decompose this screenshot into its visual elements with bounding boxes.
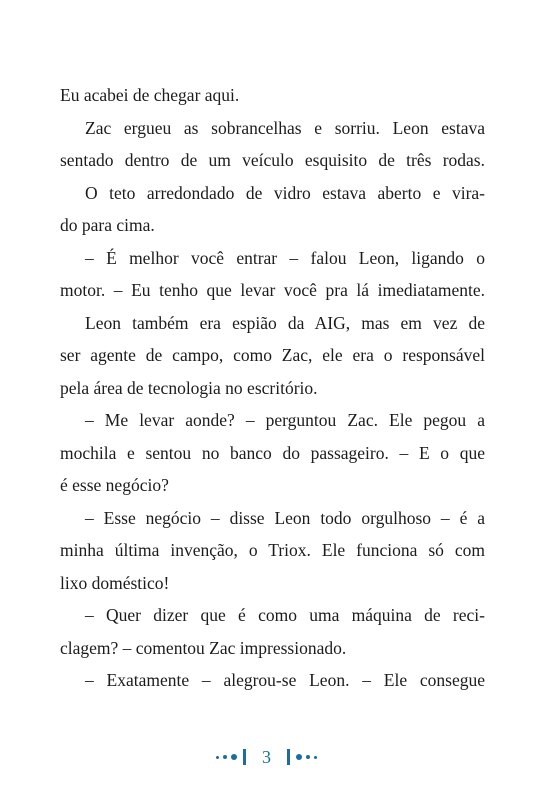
text-line: O teto arredondado de vidro estava aberto e vira- [85, 182, 485, 203]
text-line: minha última invenção, o Triox. Ele funciona só com [60, 540, 485, 560]
page-footer [0, 742, 533, 772]
page-body-text [60, 79, 485, 697]
ornament-dot [231, 754, 237, 760]
text-line: – Exatamente – alegrou-se Leon. – Ele consegue [85, 670, 485, 690]
right-dots-ornament [296, 754, 317, 760]
text-line: Zac ergueu as sobrancelhas e sorriu. Leon estava [85, 117, 485, 138]
text-line: mochila e sentou no banco do passageiro. – E o que [60, 442, 485, 463]
ornament-dot [296, 754, 302, 760]
text-line: do para cima. [60, 215, 155, 235]
text-line: – Me levar aonde? – perguntou Zac. Ele pegou a [85, 410, 485, 430]
ornament-dot [314, 756, 317, 759]
text-line: ser agente de campo, como Zac, ele era o responsável [60, 345, 485, 365]
text-line: Eu acabei de chegar aqui. [60, 85, 240, 105]
text-line: sentado dentro de um veículo esquisito de três rodas. [60, 150, 485, 170]
text-line: lixo doméstico! [60, 572, 170, 593]
left-bar-ornament [243, 749, 246, 765]
text-line: clagem? – comentou Zac impressionado. [60, 637, 347, 658]
text-line: pela área de tecnologia no escritório. [60, 377, 318, 398]
ornament-dot [216, 756, 219, 759]
ornament-dot [223, 755, 227, 759]
text-line: – Esse negócio – disse Leon todo orgulhoso – é a [85, 507, 485, 528]
left-dots-ornament [216, 754, 237, 760]
right-bar-ornament [287, 749, 290, 765]
text-line: é esse negócio? [60, 475, 169, 495]
page-number: 3 [262, 746, 271, 767]
text-line: motor. – Eu tenho que levar você pra lá imediatamente. [60, 280, 485, 300]
text-line: Leon também era espião da AIG, mas em vez de [85, 312, 485, 333]
text-line: – É melhor você entrar – falou Leon, ligando o [85, 247, 485, 268]
text-line: – Quer dizer que é como uma máquina de reci- [85, 605, 485, 625]
ornament-dot [306, 755, 310, 759]
